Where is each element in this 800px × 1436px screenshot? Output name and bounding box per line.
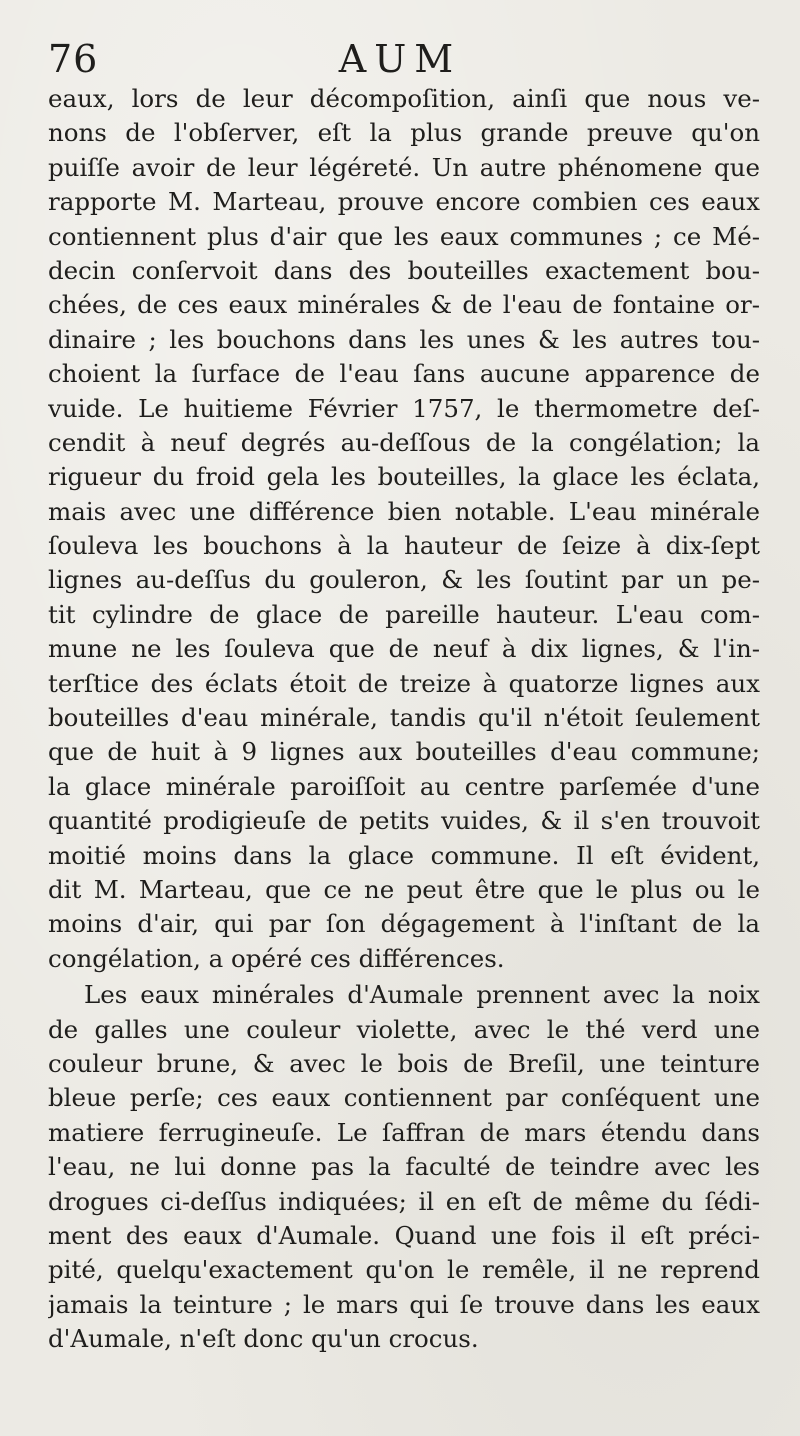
text-line: quantité prodigieuſe de petits vuides, & il s'en trouvoit [48, 806, 760, 836]
text-line: tit cylindre de glace de pareille hauteur. L'eau com- [48, 599, 760, 629]
text-line: matiere ferrugineuſe. Le ſaffran de mars étendu dans [48, 1117, 760, 1147]
text-line: puiſſe avoir de leur légéreté. Un autre phénomene que [48, 152, 760, 182]
body-text [48, 82, 760, 1356]
text-line: Les eaux minérales d'Aumale prennent avec la noix [84, 980, 760, 1010]
text-line: dinaire ; les bouchons dans les unes & les autres tou- [48, 324, 760, 354]
text-line: congélation, a opéré ces différences. [48, 943, 505, 973]
text-line: ſouleva les bouchons à la hauteur de ſeize à dix-ſept [48, 531, 760, 561]
text-line: d'Aumale, n'eſt donc qu'un crocus. [48, 1324, 479, 1354]
text-line: rigueur du froid gela les bouteilles, la glace les éclata, [48, 462, 760, 492]
text-line: pité, quelqu'exactement qu'on le remêle, il ne reprend [48, 1255, 760, 1285]
text-line: couleur brune, & avec le bois de Breſil, une teinture [48, 1048, 760, 1078]
text-line: l'eau, ne lui donne pas la faculté de teindre avec les [48, 1152, 760, 1182]
text-line: choient la ſurface de l'eau ſans aucune apparence de [48, 359, 760, 389]
text-line: bleue perſe; ces eaux contiennent par conſéquent une [48, 1083, 760, 1113]
text-line: chées, de ces eaux minérales & de l'eau de fontaine or- [48, 290, 760, 320]
text-line: dit M. Marteau, que ce ne peut être que le plus ou le [48, 874, 760, 904]
text-line: drogues ci-deſſus indiquées; il en eſt de même du ſédi- [48, 1186, 760, 1216]
text-line: rapporte M. Marteau, prouve encore combien ces eaux [48, 187, 760, 217]
running-head: AUM [338, 37, 462, 81]
text-line: contiennent plus d'air que les eaux communes ; ce Mé- [48, 221, 760, 251]
text-line: decin conſervoit dans des bouteilles exactement bou- [48, 255, 760, 285]
text-line: jamais la teinture ; le mars qui ſe trouve dans les eaux [48, 1289, 760, 1319]
paragraph-2 [48, 978, 760, 1356]
text-line: la glace minérale paroiſſoit au centre parſemée d'une [48, 771, 760, 801]
text-line: bouteilles d'eau minérale, tandis qu'il n'étoit ſeulement [48, 703, 760, 733]
text-line: terſtice des éclats étoit de treize à quatorze lignes aux [48, 668, 760, 698]
text-line: vuide. Le huitieme Février 1757, le thermometre deſ- [48, 393, 760, 423]
text-line: cendit à neuf degrés au-deſſous de la congélation; la [48, 427, 760, 457]
page-number: 76 [48, 37, 99, 81]
paragraph-1 [48, 82, 760, 976]
text-line: eaux, lors de leur décompoſition, ainſi que nous ve- [48, 84, 760, 113]
text-line: que de huit à 9 lignes aux bouteilles d'eau commune; [48, 737, 760, 767]
text-line: de galles une couleur violette, avec le thé verd une [48, 1014, 760, 1044]
text-line: mais avec une différence bien notable. L'eau minérale [48, 496, 760, 526]
text-line: moins d'air, qui par ſon dégagement à l'inſtant de la [48, 909, 760, 939]
text-line: ment des eaux d'Aumale. Quand une fois il eſt préci- [48, 1220, 760, 1250]
text-line: moitié moins dans la glace commune. Il eſt évident, [48, 840, 760, 870]
text-line: lignes au-deſſus du gouleron, & les ſoutint par un pe- [48, 565, 760, 595]
text-line: nons de l'obſerver, eſt la plus grande preuve qu'on [48, 118, 760, 148]
text-line: mune ne les ſouleva que de neuf à dix lignes, & l'in- [48, 634, 760, 664]
